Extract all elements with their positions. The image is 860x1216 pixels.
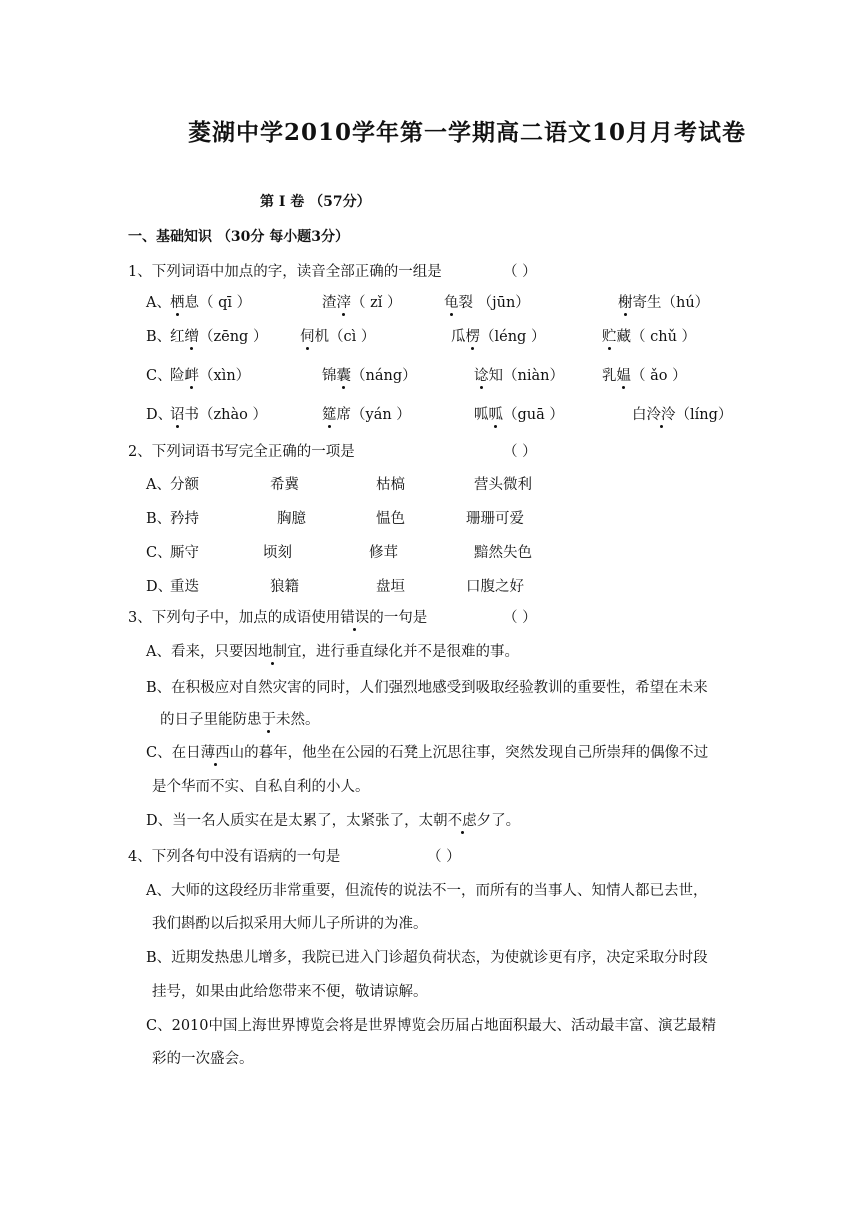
dotted-word: 错误: [340, 606, 369, 627]
q1-option-label: A、: [146, 295, 171, 311]
q4-option-b-line1: B、近期发热患儿增多，我院已进入门诊超负荷状态，为使就诊更有序，决定采取分时段: [146, 950, 708, 966]
q4-option-a-line2: 我们斟酌以后拟采用大师儿子所讲的为准。: [152, 916, 428, 932]
dotted-char: 滓: [337, 291, 352, 312]
q1-option-item: 龟裂 （jūn）: [444, 291, 530, 312]
q1-answer-paren: （ ）: [503, 264, 537, 280]
dotted-char: 谂: [474, 364, 489, 385]
q1-option-item: 榭寄生（hú）: [618, 291, 709, 312]
q2-option-word: 珊珊可爱: [466, 511, 524, 527]
dotted-idiom: 朝不虑夕: [433, 809, 491, 830]
dotted-char: 栖: [170, 291, 185, 312]
q1-option-label: B、: [146, 329, 172, 345]
q2-option-word: 分额: [170, 477, 199, 493]
q1-option-item: 贮藏（ chǔ ）: [602, 325, 696, 346]
q1-option-item: 诏书（zhào ）: [170, 403, 267, 424]
dotted-char: 龟: [444, 291, 459, 312]
q2-option-word: 希冀: [270, 477, 299, 493]
q1-option-item: 红缯（zēng ）: [170, 325, 267, 346]
dotted-char: 媪: [617, 364, 632, 385]
q1-option-item: 乳媪（ ǎo ）: [602, 364, 687, 385]
q2-stem: 2、下列词语书写完全正确的一项是: [128, 444, 355, 460]
q2-option-word: 顷刻: [263, 545, 292, 561]
dotted-idiom: 防患于未然: [233, 708, 306, 729]
dotted-char: 贮: [602, 325, 617, 346]
q1-option-label: C、: [146, 368, 172, 384]
q4-stem: 4、下列各句中没有语病的一句是: [128, 849, 341, 865]
dotted-char: 呱: [489, 403, 504, 424]
exam-title: 菱湖中学2010学年第一学期高二语文10月月考试卷: [188, 119, 747, 146]
q2-option-label: B、: [146, 511, 172, 527]
q3-option-b-line2: 的日子里能防患于未然。: [160, 708, 320, 729]
dotted-idiom: 日薄西山: [186, 741, 244, 762]
q1-option-item: 伺机（cì ）: [300, 325, 375, 346]
q2-option-word: 盘垣: [376, 579, 405, 595]
q2-option-word: 胸臆: [277, 511, 306, 527]
dotted-char: 伺: [300, 325, 315, 346]
q2-option-word: 矜持: [170, 511, 199, 527]
dotted-idiom: 因地制宜: [243, 640, 301, 661]
q2-option-word: 口腹之好: [466, 579, 524, 595]
q1-option-item: 谂知（niàn）: [474, 364, 564, 385]
q4-answer-paren: （ ）: [427, 849, 461, 865]
q2-option-word: 修茸: [369, 545, 398, 561]
q1-option-item: 瓜楞（léng ）: [451, 325, 545, 346]
q2-option-word: 狼籍: [270, 579, 299, 595]
q1-option-item: 栖息（ qī ）: [170, 291, 251, 312]
q2-answer-paren: （ ）: [503, 444, 537, 460]
dotted-char: 衅: [185, 364, 200, 385]
section-heading: 一、基础知识 （30分 每小题3分）: [128, 229, 349, 245]
q2-option-label: C、: [146, 545, 172, 561]
q2-option-word: 重迭: [170, 579, 199, 595]
q2-option-word: 营头微利: [474, 477, 532, 493]
q3-option-d: D、当一名人质实在是太累了，太紧张了，太朝不虑夕了。: [146, 809, 520, 830]
q1-option-label: D、: [146, 407, 173, 423]
q2-option-label: D、: [146, 579, 173, 595]
q3-stem: 3、下列句子中，加点的成语使用错误的一句是: [128, 606, 427, 627]
q2-option-word: 枯槁: [376, 477, 405, 493]
dotted-char: 诏: [170, 403, 185, 424]
q1-option-item: 锦囊（náng）: [322, 364, 417, 385]
q3-option-b-line1: B、在积极应对自然灾害的同时，人们强烈地感受到吸取经验教训的重要性，希望在未来: [146, 680, 708, 696]
dotted-char: 缯: [185, 325, 200, 346]
q1-option-item: 呱呱（guā ）: [474, 403, 564, 424]
q1-option-item: 筵席（yán ）: [322, 403, 411, 424]
q3-option-c-line1: C、在日薄西山的暮年，他坐在公园的石凳上沉思往事，突然发现自己所崇拜的偶像不过: [146, 741, 708, 762]
dotted-char: 筵: [322, 403, 337, 424]
q4-option-a-line1: A、大师的这段经历非常重要，但流传的说法不一，而所有的当事人、知情人都已去世，: [146, 883, 708, 899]
q1-option-item: 渣滓（ zǐ ）: [322, 291, 402, 312]
q1-option-item: 险衅（xìn）: [170, 364, 250, 385]
q4-option-b-line2: 挂号，如果由此给您带来不便，敬请谅解。: [152, 984, 428, 1000]
q2-option-label: A、: [146, 477, 171, 493]
dotted-char: 榭: [618, 291, 633, 312]
q2-option-word: 厮守: [170, 545, 199, 561]
q3-option-c-line2: 是个华而不实、自私自利的小人。: [152, 779, 370, 795]
dotted-char: 囊: [337, 364, 352, 385]
q1-option-item: 白泠泠（líng）: [632, 403, 732, 424]
q4-option-c-line2: 彩的一次盛会。: [152, 1051, 254, 1067]
q1-stem: 1、下列词语中加点的字，读音全部正确的一组是: [128, 264, 442, 280]
q3-option-a: A、看来，只要因地制宜，进行垂直绿化并不是很难的事。: [146, 640, 519, 661]
q3-answer-paren: （ ）: [503, 610, 537, 626]
dotted-char: 泠泠: [647, 403, 676, 424]
q2-option-word: 黯然失色: [474, 545, 532, 561]
q2-option-word: 愠色: [376, 511, 405, 527]
q4-option-c-line1: C、2010中国上海世界博览会将是世界博览会历届占地面积最大、活动最丰富、演艺最精: [146, 1018, 716, 1034]
dotted-char: 楞: [466, 325, 481, 346]
part-heading: 第 Ⅰ 卷 （57分）: [260, 194, 371, 210]
